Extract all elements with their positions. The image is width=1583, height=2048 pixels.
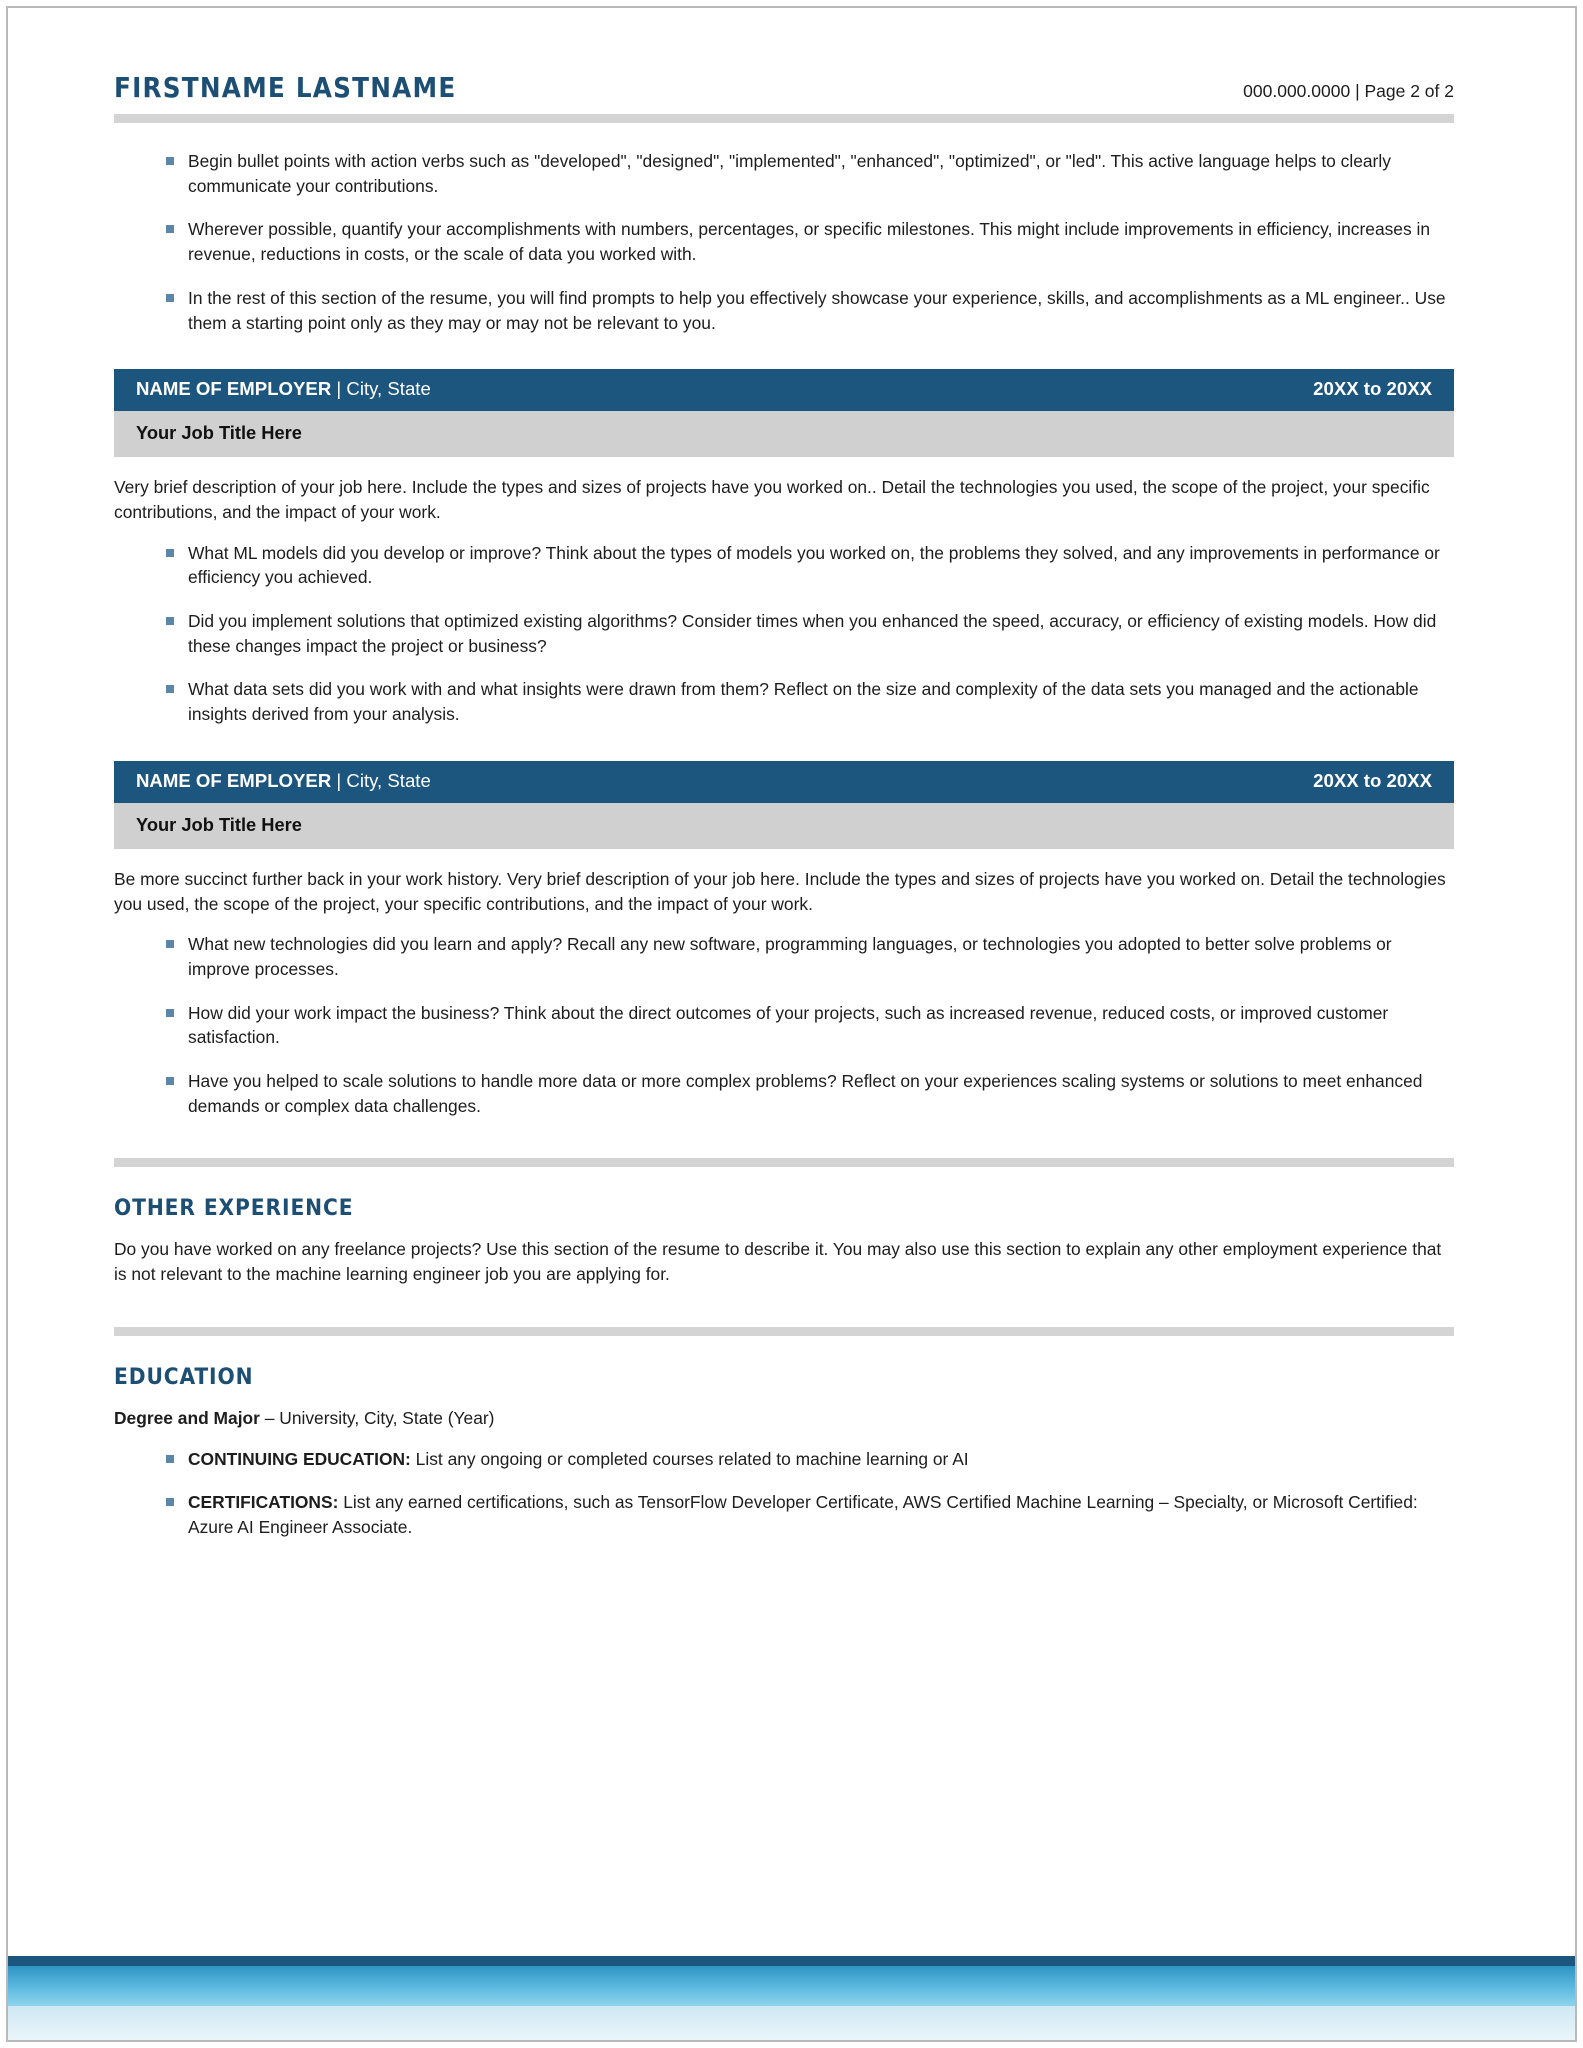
list-item-text: What data sets did you work with and what insights were drawn from them? Reflect on the size and complexity of the data sets you managed and the actionable insights derived from your analysis. [188,679,1419,725]
list-item-text: How did your work impact the business? Think about the direct outcomes of your projects, such as increased revenue, reduced costs, or improved customer satisfaction. [188,1002,1389,1048]
square-bullet-icon [166,1498,174,1506]
square-bullet-icon [166,549,174,557]
list-item-text: List any earned certifications, such as TensorFlow Developer Certificate, AWS Certified Machine Learning – Specialty, or Microsoft Certified: Azure AI Engineer Associate. [188,1492,1418,1537]
page-header [114,72,1454,114]
education-degree-line [114,1406,1454,1431]
square-bullet-icon [166,940,174,948]
square-bullet-icon [166,1009,174,1017]
footer-decorative-band [8,1956,1575,2040]
job-bullet-list [114,932,1454,1118]
education-bullet-list [114,1447,1454,1540]
employer-name-bold: NAME OF EMPLOYER [136,769,332,791]
list-item-text: In the rest of this section of the resume, you will find prompts to help you effectively showcase your experience, skills, and accomplishments as a ML engineer.. Use them a starting point only as they may or may not be relevant to you. [188,287,1446,333]
list-item [114,286,1454,335]
employment-dates: 20XX to 20XX [1313,769,1432,791]
list-item [114,217,1454,266]
square-bullet-icon [166,685,174,693]
employer-location: | City, State [331,378,431,400]
square-bullet-icon [166,1455,174,1463]
employment-dates: 20XX to 20XX [1313,378,1432,400]
list-item [114,1001,1454,1050]
list-item [114,1447,1454,1472]
list-item-label: CERTIFICATIONS: [188,1492,339,1513]
list-item [114,149,1454,198]
job-description: Very brief description of your job here. Include the types and sizes of projects have you worked on.. Detail the technologies you used, the scope of the project, your specific contributions, and the impact of your work. [114,477,1430,522]
employer-name [136,770,431,792]
list-item-text: Did you implement solutions that optimized existing algorithms? Consider times when you enhanced the speed, accuracy, or efficiency of existing models. How did these changes impact the project or business? [188,611,1437,656]
job-description: Be more succinct further back in your work history. Very brief description of your job here. Include the types and sizes of projects have you worked on. Detail the technologies you used, the scope of the project, your specific contributions, and the impact of your work. [114,868,1446,914]
list-item [114,609,1454,658]
list-item [114,541,1454,590]
list-item [114,1490,1454,1539]
section-divider [114,1327,1454,1336]
square-bullet-icon [166,1077,174,1085]
list-item-text: What new technologies did you learn and apply? Recall any new software, programming languages, or technologies you adopted to better solve problems or improve processes. [188,934,1392,979]
header-contact-info: 000.000.0000 | Page 2 of 2 [1243,81,1454,101]
employer-header-bar [114,369,1454,411]
list-item-label: CONTINUING EDUCATION: [188,1448,411,1469]
experience-entry [114,369,1454,727]
list-item-text: Wherever possible, quantify your accomplishments with numbers, percentages, or specific milestones. This might include improvements in efficiency, increases in revenue, reductions in costs, or the scale of data you worked with. [188,219,1431,265]
job-title: Your Job Title Here [114,803,1454,849]
page-title: FIRSTNAME LASTNAME [114,72,457,104]
employer-location: | City, State [331,769,431,791]
employer-header-bar [114,761,1454,803]
job-title: Your Job Title Here [114,411,1454,457]
list-item [114,932,1454,981]
job-bullet-list [114,541,1454,727]
list-item-text: List any ongoing or completed courses related to machine learning or AI [410,1448,969,1469]
degree-details: – University, City, State (Year) [259,1407,495,1428]
page-content [114,72,1454,1540]
square-bullet-icon [166,157,174,165]
footer-band-light [8,2006,1575,2040]
square-bullet-icon [166,225,174,233]
experience-entry [114,761,1454,1119]
section-heading-education: EDUCATION [114,1363,254,1390]
list-item-text: Begin bullet points with action verbs such as "developed", "designed", "implemented", "enhanced", "optimized", or "led". This active language helps to clearly communicate your contributions. [188,151,1391,196]
header-divider [114,114,1454,123]
section-heading-other-experience: OTHER EXPERIENCE [114,1195,354,1222]
intro-bullet-list [114,149,1454,335]
list-item-text: Have you helped to scale solutions to handle more data or more complex problems? Reflect on your experiences scaling systems or solutions to meet enhanced demands or complex data challenges. [188,1071,1423,1116]
employer-name-bold: NAME OF EMPLOYER [136,378,332,400]
degree-name: Degree and Major [114,1407,260,1428]
other-experience-body: Do you have worked on any freelance projects? Use this section of the resume to describe it. You may also use this section to explain any other employment experience that is not relevant to the machine learning engineer job you are applying for. [114,1239,1442,1285]
employer-name [136,378,431,400]
footer-band-mid [8,1966,1575,2006]
footer-band-dark [8,1956,1575,1966]
list-item [114,1069,1454,1118]
list-item-text: What ML models did you develop or improve? Think about the types of models you worked on, the problems they solved, and any improvements in performance or efficiency you achieved. [188,542,1440,588]
square-bullet-icon [166,294,174,302]
square-bullet-icon [166,617,174,625]
list-item [114,677,1454,726]
section-divider [114,1158,1454,1167]
